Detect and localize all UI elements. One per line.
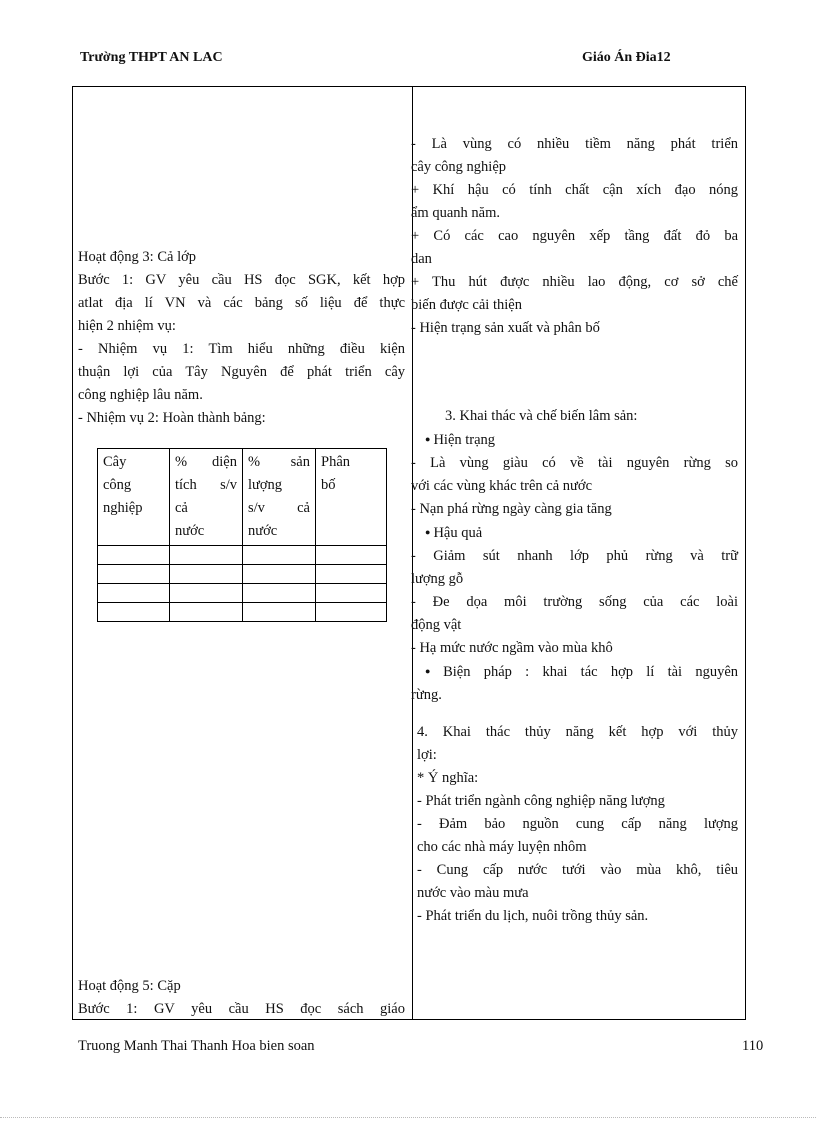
step1-line: atlat địa lí VN và các bảng số liệu để thực xyxy=(78,295,405,311)
table-cell[interactable] xyxy=(243,603,316,622)
task1-line: - Nhiệm vụ 1: Tìm hiểu những điều kiện xyxy=(78,341,405,357)
task1-line: công nghiệp lâu năm. xyxy=(78,387,203,403)
table-cell[interactable] xyxy=(316,546,387,565)
table-cell[interactable] xyxy=(170,565,243,584)
table-header-row xyxy=(98,449,387,546)
right-block1 xyxy=(411,133,738,340)
text-line: + Khí hậu có tính chất cận xích đạo nóng xyxy=(411,182,738,198)
text-line: - Hạ mức nước ngầm vào mùa khô xyxy=(411,640,613,656)
text-line: dan xyxy=(411,251,432,267)
text-line: - Đảm bảo nguồn cung cấp năng lượng xyxy=(417,816,738,832)
table-cell[interactable] xyxy=(243,546,316,565)
text-line: cho các nhà máy luyện nhôm xyxy=(417,839,587,855)
table-cell[interactable] xyxy=(98,546,170,565)
right-section4 xyxy=(417,721,738,928)
text-line: + Thu hút được nhiều lao động, cơ sở chế xyxy=(411,274,738,290)
crop-table xyxy=(97,448,387,622)
section3-title: 3. Khai thác và chế biến lâm sản: xyxy=(445,408,638,424)
text-line: - Phát triển ngành công nghiệp năng lượng xyxy=(417,793,665,809)
table-cell[interactable] xyxy=(98,565,170,584)
footer-author: Truong Manh Thai Thanh Hoa bien soan xyxy=(78,1038,315,1054)
text-line: biến được cải thiện xyxy=(411,297,522,313)
header-subject: Giáo Án Đia12 xyxy=(582,50,671,65)
activity3-title: Hoạt động 3: Cả lớp xyxy=(78,249,197,265)
table-cell[interactable] xyxy=(170,546,243,565)
text-line: rừng. xyxy=(411,687,442,703)
text-line: - Là vùng giàu có về tài nguyên rừng so xyxy=(411,455,738,471)
text-line: - Là vùng có nhiều tiềm năng phát triển xyxy=(411,136,738,152)
section4-title: 4. Khai thác thủy năng kết hợp với thủy xyxy=(417,724,738,740)
table-cell[interactable] xyxy=(316,584,387,603)
header-crop: Cây công nghiệp xyxy=(98,449,170,546)
right-section3 xyxy=(411,405,738,707)
text-line: - Đe dọa môi trường sống của các loài xyxy=(411,594,738,610)
text-line: - Giảm sút nhanh lớp phủ rừng và trữ xyxy=(411,548,738,564)
table-cell[interactable] xyxy=(98,603,170,622)
text-line: cây công nghiệp xyxy=(411,159,507,175)
step1-line: Bước 1: GV yêu cầu HS đọc SGK, kết hợp xyxy=(78,272,405,288)
bullet-current-state: ● Hiện trạng xyxy=(411,428,738,452)
activity5-title: Hoạt động 5: Cặp xyxy=(78,978,181,994)
text-line: - Cung cấp nước tưới vào mùa khô, tiêu xyxy=(417,862,738,878)
text-line: * Ý nghĩa: xyxy=(417,770,479,786)
header-area-percent: % diện tích s/v cả nước xyxy=(170,449,243,546)
page-number: 110 xyxy=(742,1038,764,1054)
task1-line: thuận lợi của Tây Nguyên để phát triển cây xyxy=(78,364,405,380)
table-row xyxy=(98,546,387,565)
text-line: - Hiện trạng sản xuất và phân bố xyxy=(411,320,600,336)
task2-line: - Nhiệm vụ 2: Hoàn thành bảng: xyxy=(78,410,266,426)
header-school: Trường THPT AN LAC xyxy=(80,50,223,65)
table-cell[interactable] xyxy=(316,603,387,622)
text-line: nước vào màu mưa xyxy=(417,885,529,901)
left-activity5-block xyxy=(78,975,405,1021)
table-row xyxy=(98,584,387,603)
text-line: + Có các cao nguyên xếp tầng đất đỏ ba xyxy=(411,228,738,244)
table-row xyxy=(98,565,387,584)
text-line: với các vùng khác trên cả nước xyxy=(411,478,593,494)
text-line: - Phát triển du lịch, nuôi trồng thủy sản. xyxy=(417,908,649,924)
text-line: lợi: xyxy=(417,747,437,763)
text-line: - Nạn phá rừng ngày càng gia tăng xyxy=(411,501,612,517)
step1-line: hiện 2 nhiệm vụ: xyxy=(78,318,176,334)
table-cell[interactable] xyxy=(98,584,170,603)
table-cell[interactable] xyxy=(170,603,243,622)
table-cell[interactable] xyxy=(243,565,316,584)
bullet-consequence: ● Hậu quả xyxy=(411,521,738,545)
table-cell[interactable] xyxy=(170,584,243,603)
text-line: ẩm quanh năm. xyxy=(411,205,500,221)
table-cell[interactable] xyxy=(243,584,316,603)
table-row xyxy=(98,603,387,622)
left-activity3-block xyxy=(78,246,405,430)
header-output-percent: % sản lượng s/v cả nước xyxy=(243,449,316,546)
bullet-measures: ● Biện pháp : khai tác hợp lí tài nguyên xyxy=(411,660,738,684)
page-edge-divider xyxy=(0,1117,816,1118)
step1b-line: Bước 1: GV yêu cầu HS đọc sách giáo xyxy=(78,1001,405,1017)
header-distribution: Phân bố xyxy=(316,449,387,546)
table-cell[interactable] xyxy=(316,565,387,584)
text-line: động vật xyxy=(411,617,462,633)
text-line: lượng gỗ xyxy=(411,571,464,587)
